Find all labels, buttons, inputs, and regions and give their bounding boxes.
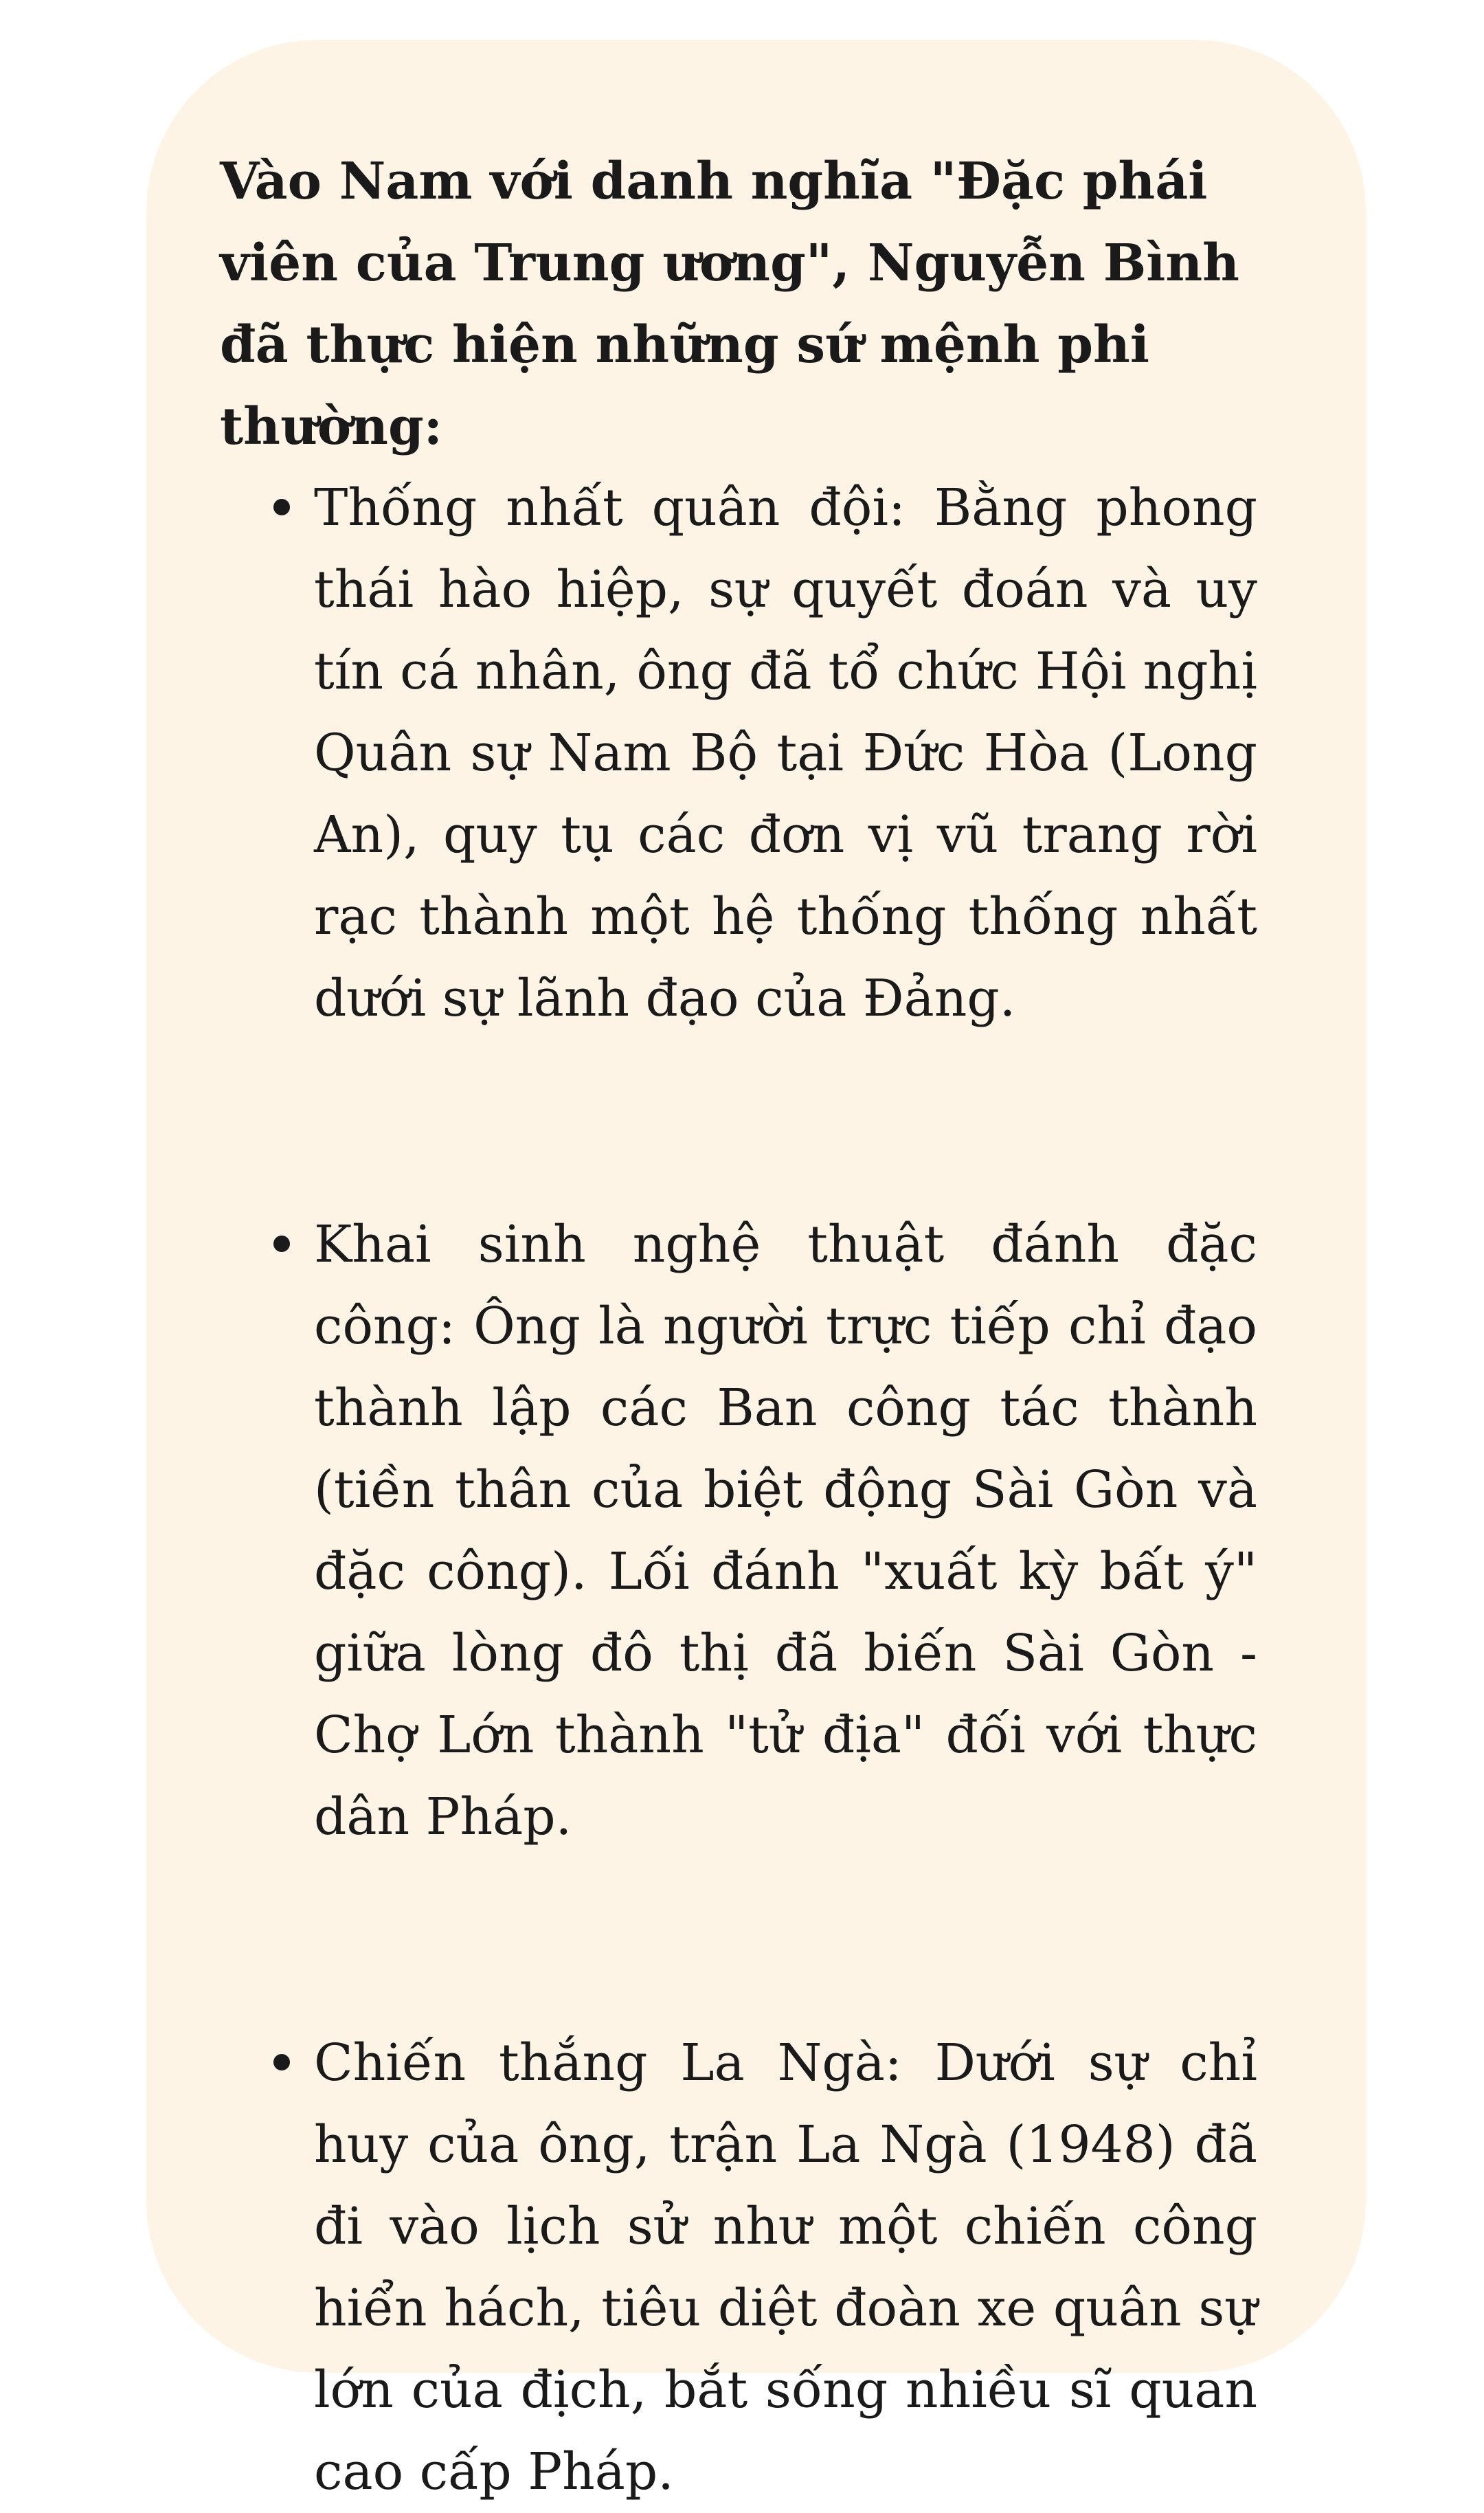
- list-item: [220, 467, 1257, 1040]
- bullet-icon: [273, 499, 290, 515]
- mission-list: [220, 467, 1257, 2513]
- list-item: [220, 1204, 1257, 1858]
- list-item-text: Chiến thắng La Ngà: Dưới sự chỉ huy của ông, trận La Ngà (1948) đã đi vào lịch sử như một chiến công hiển hách, tiêu diệt đoàn xe quân sự lớn của địch, bắt sống nhiều sĩ quan cao cấp Pháp.: [314, 2033, 1257, 2501]
- intro-paragraph: Vào Nam với danh nghĩa "Đặc phái viên của Trung ương", Nguyễn Bình đã thực hiện những sứ mệnh phi thường:: [220, 152, 1239, 456]
- bullet-icon: [273, 2054, 290, 2070]
- bullet-icon: [273, 1236, 290, 1252]
- list-item-text: Khai sinh nghệ thuật đánh đặc công: Ông là người trực tiếp chỉ đạo thành lập các Ban công tác thành (tiền thân của biệt động Sài Gòn và đặc công). Lối đánh "xuất kỳ bất ý" giữa lòng đô thị đã biến Sài Gòn - Chợ Lớn thành "tử địa" đối với thực dân Pháp.: [314, 1215, 1257, 1846]
- list-item: [220, 2022, 1257, 2513]
- list-item-text: Thống nhất quân đội: Bằng phong thái hào hiệp, sự quyết đoán và uy tín cá nhân, ông đã tổ chức Hội nghị Quân sự Nam Bộ tại Đức Hòa (Long An), quy tụ các đơn vị vũ trang rời rạc thành một hệ thống thống nhất dưới sự lãnh đạo của Đảng.: [314, 478, 1257, 1028]
